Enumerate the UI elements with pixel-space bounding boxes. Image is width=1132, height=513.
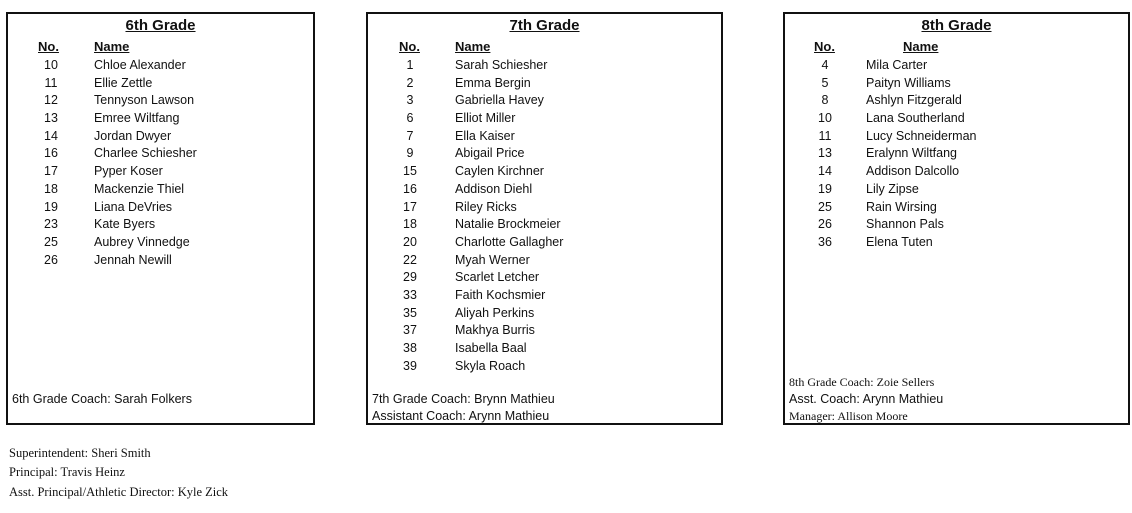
player-number: 14: [818, 164, 832, 179]
player-number: 23: [44, 217, 58, 232]
player-name: Skyla Roach: [455, 358, 526, 373]
player-name: Ellie Zettle: [94, 75, 153, 90]
player-name: Jordan Dwyer: [94, 128, 172, 143]
player-number: 3: [406, 93, 414, 108]
player-number: 6: [406, 111, 414, 126]
player-row: [8, 163, 313, 181]
player-name: Liana DeVries: [94, 199, 173, 214]
player-number: 29: [403, 270, 417, 285]
player-name: Lily Zipse: [866, 181, 919, 196]
player-name: Lucy Schneiderman: [866, 128, 977, 143]
player-list: [368, 57, 721, 375]
coach-label: 6th Grade Coach: Sarah Folkers: [12, 392, 192, 406]
player-number: 37: [403, 323, 417, 338]
player-name: Shannon Pals: [866, 217, 944, 232]
player-name: Isabella Baal: [455, 341, 527, 355]
player-number: 11: [818, 128, 832, 143]
player-row: [785, 181, 1128, 199]
player-row: [368, 128, 721, 146]
number-header: No.: [399, 39, 420, 54]
player-row: [785, 110, 1128, 128]
player-row: [8, 181, 313, 199]
player-number: 8: [821, 93, 829, 108]
player-number: 1: [406, 58, 414, 72]
player-number: 25: [818, 199, 832, 214]
player-name: Chloe Alexander: [94, 58, 186, 72]
player-number: 13: [44, 111, 58, 126]
player-row: [785, 128, 1128, 146]
player-row: [785, 92, 1128, 110]
player-row: [368, 322, 721, 340]
player-name: Pyper Koser: [94, 164, 163, 179]
player-row: [368, 358, 721, 376]
player-number: 18: [44, 181, 58, 196]
player-row: [785, 75, 1128, 93]
player-row: [368, 199, 721, 217]
player-row: [785, 216, 1128, 234]
manager-label: Manager: Allison Moore: [789, 409, 908, 423]
player-number: 9: [406, 146, 414, 161]
player-number: 13: [818, 146, 832, 161]
player-number: 5: [821, 75, 829, 90]
player-row: [368, 234, 721, 252]
player-row: [8, 216, 313, 234]
player-name: Aubrey Vinnedge: [94, 234, 190, 249]
player-row: [785, 163, 1128, 181]
player-name: Addison Diehl: [455, 181, 533, 196]
player-number: 26: [818, 217, 832, 232]
player-name: Aliyah Perkins: [455, 305, 535, 320]
roster-6th-grade: [6, 12, 315, 425]
player-name: Lana Southerland: [866, 111, 965, 126]
roster-7th-grade: [366, 12, 723, 425]
player-list: [785, 57, 1128, 252]
number-header: No.: [814, 39, 835, 54]
player-number: 16: [44, 146, 58, 161]
player-name: Addison Dalcollo: [866, 164, 960, 179]
player-row: [785, 145, 1128, 163]
player-number: 16: [403, 181, 417, 196]
player-row: [368, 92, 721, 110]
player-name: Scarlet Letcher: [455, 270, 540, 285]
player-number: 12: [44, 93, 58, 108]
player-name: Paityn Williams: [866, 75, 951, 90]
player-row: [368, 252, 721, 270]
superintendent-label: Superintendent: Sheri Smith: [9, 446, 151, 460]
player-name: Charlotte Gallagher: [455, 234, 564, 249]
player-name: Myah Werner: [455, 252, 530, 267]
player-name: Ella Kaiser: [455, 128, 515, 143]
roster-title: 6th Grade: [125, 17, 196, 34]
player-name: Faith Kochsmier: [455, 287, 546, 302]
assistant-coach-label: Asst. Coach: Arynn Mathieu: [789, 392, 944, 406]
player-number: 10: [818, 111, 832, 126]
player-name: Mackenzie Thiel: [94, 181, 185, 196]
player-name: Kate Byers: [94, 217, 156, 232]
player-name: Emree Wiltfang: [94, 111, 180, 126]
number-header: No.: [38, 39, 59, 54]
player-list: [8, 57, 313, 269]
player-row: [368, 57, 721, 75]
player-name: Gabriella Havey: [455, 93, 544, 108]
player-name: Riley Ricks: [455, 199, 517, 214]
player-number: 17: [403, 199, 417, 214]
player-name: Sarah Schiesher: [455, 58, 548, 72]
player-row: [8, 128, 313, 146]
player-name: Abigail Price: [455, 146, 525, 161]
roster-8th-grade: [783, 12, 1130, 425]
assistant-coach-label: Assistant Coach: Arynn Mathieu: [372, 409, 550, 423]
player-number: 22: [403, 252, 417, 267]
player-row: [8, 199, 313, 217]
player-name: Emma Bergin: [455, 75, 531, 90]
player-number: 17: [44, 164, 58, 179]
player-row: [785, 234, 1128, 252]
player-row: [368, 181, 721, 199]
player-row: [368, 163, 721, 181]
player-row: [368, 269, 721, 287]
principal-label: Principal: Travis Heinz: [9, 465, 125, 479]
player-row: [8, 234, 313, 252]
player-row: [785, 199, 1128, 217]
player-number: 39: [403, 358, 417, 373]
player-number: 20: [403, 234, 417, 249]
player-row: [8, 145, 313, 163]
player-row: [8, 75, 313, 93]
player-number: 26: [44, 252, 58, 267]
player-row: [8, 92, 313, 110]
player-name: Ashlyn Fitzgerald: [866, 93, 962, 108]
name-header: Name: [903, 39, 939, 54]
player-row: [368, 305, 721, 323]
player-number: 15: [403, 164, 417, 179]
player-number: 19: [44, 199, 58, 214]
roster-title: 7th Grade: [509, 17, 580, 34]
coach-label: 8th Grade Coach: Zoie Sellers: [789, 375, 935, 389]
player-number: 33: [403, 287, 417, 302]
player-row: [785, 57, 1128, 75]
player-number: 25: [44, 234, 58, 249]
player-name: Caylen Kirchner: [455, 164, 544, 179]
player-number: 10: [44, 58, 58, 72]
player-name: Charlee Schiesher: [94, 146, 197, 161]
player-name: Jennah Newill: [94, 252, 172, 267]
player-number: 7: [406, 128, 414, 143]
coach-label: 7th Grade Coach: Brynn Mathieu: [372, 392, 555, 406]
player-number: 14: [44, 128, 58, 143]
player-name: Mila Carter: [866, 58, 928, 72]
name-header: Name: [94, 39, 130, 54]
roster-title: 8th Grade: [921, 17, 992, 34]
player-name: Rain Wirsing: [866, 199, 937, 214]
player-row: [368, 145, 721, 163]
player-row: [8, 57, 313, 75]
player-number: 38: [403, 341, 417, 355]
player-name: Tennyson Lawson: [94, 93, 195, 108]
player-name: Makhya Burris: [455, 323, 535, 338]
name-header: Name: [455, 39, 491, 54]
player-name: Elena Tuten: [866, 234, 933, 249]
player-row: [368, 340, 721, 358]
player-row: [8, 252, 313, 270]
player-number: 2: [406, 75, 414, 90]
player-name: Natalie Brockmeier: [455, 217, 561, 232]
player-number: 19: [818, 181, 832, 196]
player-row: [368, 110, 721, 128]
player-row: [368, 216, 721, 234]
player-number: 4: [821, 58, 829, 72]
player-number: 36: [818, 234, 832, 249]
player-row: [368, 287, 721, 305]
player-number: 35: [403, 305, 417, 320]
player-number: 18: [403, 217, 417, 232]
player-name: Elliot Miller: [455, 111, 516, 126]
player-row: [368, 75, 721, 93]
player-name: Eralynn Wiltfang: [866, 146, 958, 161]
athletic-director-label: Asst. Principal/Athletic Director: Kyle Zick: [9, 485, 229, 499]
player-row: [8, 110, 313, 128]
player-number: 11: [44, 75, 58, 90]
